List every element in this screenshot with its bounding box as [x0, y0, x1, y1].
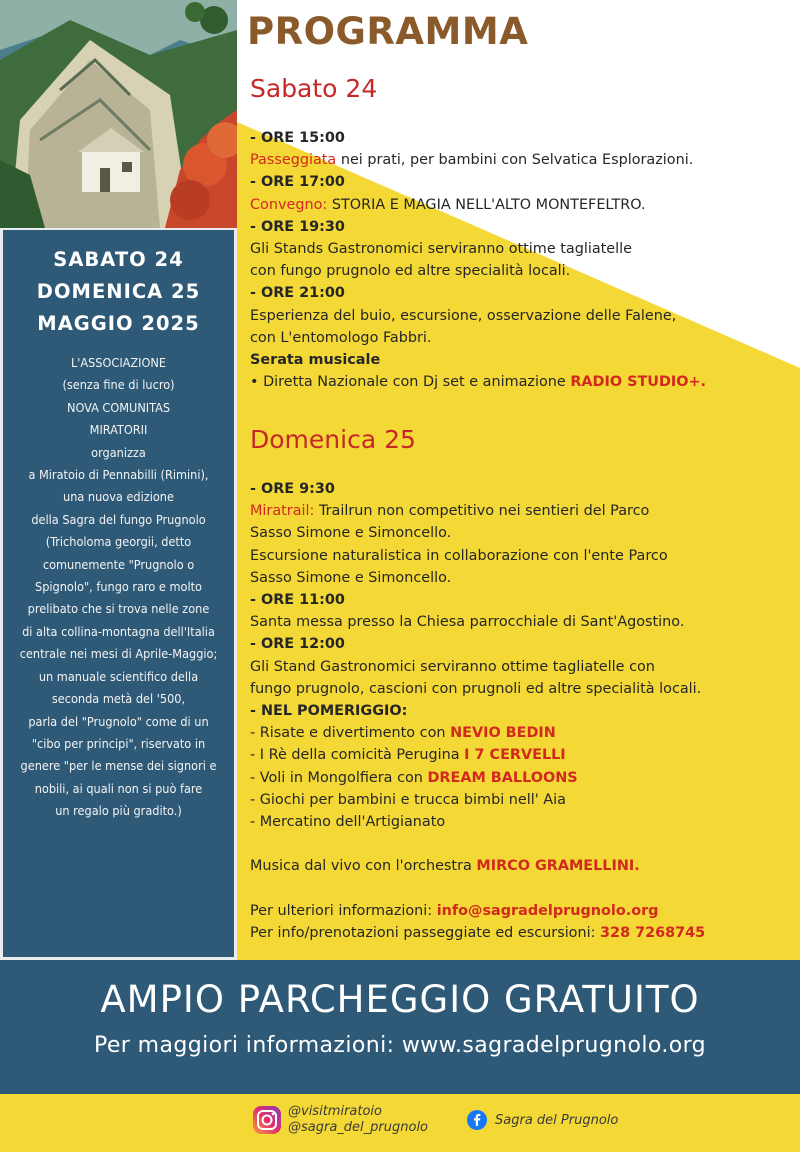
facebook-link[interactable] — [467, 1110, 618, 1130]
highlighted-text: - ORE 15:00 — [250, 130, 345, 146]
schedule-text: con L'entomologo Fabbri. — [250, 329, 432, 346]
schedule-line — [250, 789, 795, 811]
schedule-line — [250, 900, 795, 922]
assoc-line: un regalo più gradito.) — [55, 803, 182, 819]
schedule-line — [250, 327, 795, 349]
assoc-line: NOVA COMUNITAS — [66, 399, 171, 415]
schedule-line — [250, 216, 795, 238]
program-section — [247, 0, 795, 960]
schedule-line — [250, 567, 795, 589]
highlighted-text: - ORE 9:30 — [250, 481, 335, 497]
social-bar — [0, 1094, 800, 1152]
instagram-handle: @sagra_del_prugnolo — [288, 1120, 429, 1135]
assoc-line: di alta collina-montagna dell'Italia — [22, 623, 215, 639]
saturday-heading: Sabato 24 — [250, 74, 378, 103]
footer-banner — [0, 960, 800, 1094]
website-info: Per maggiori informazioni: www.sagradelprugnolo.org — [93, 1033, 706, 1058]
schedule-line — [250, 855, 795, 877]
highlighted-text: Miratrail: — [250, 503, 315, 520]
date-line: SABATO 24 — [53, 248, 184, 271]
facebook-page-name: Sagra del Prugnolo — [495, 1112, 619, 1128]
schedule-line — [250, 349, 795, 371]
assoc-line: prelibato che si trova nelle zone — [27, 601, 210, 617]
highlighted-text: RADIO STUDIO+. — [570, 374, 707, 391]
schedule-text: Santa messa presso la Chiesa parrocchiale di Sant'Agostino. — [250, 614, 685, 631]
schedule-text: fungo prugnolo, cascioni con prugnoli ed altre specialità locali. — [250, 680, 702, 697]
assoc-line: un manuale scientifico della — [38, 668, 199, 684]
schedule-line — [250, 611, 795, 633]
schedule-line — [250, 282, 795, 304]
schedule-text: • Diretta Nazionale con Dj set e animazione — [250, 374, 571, 391]
schedule-line — [250, 878, 795, 900]
highlighted-text: - NEL POMERIGGIO: — [250, 703, 408, 720]
schedule-text: Gli Stand Gastronomici serviranno ottime tagliatelle con — [250, 658, 655, 675]
schedule-line — [250, 922, 795, 944]
assoc-line: MIRATORII — [89, 422, 148, 438]
assoc-line: Spignolo", fungo raro e molto — [35, 579, 202, 595]
assoc-line: "cibo per principi", riservato in — [31, 735, 206, 751]
highlighted-text: Convegno: — [250, 196, 328, 213]
schedule-line — [250, 722, 795, 744]
assoc-line: comunemente "Prugnolo o — [42, 556, 195, 572]
date-line: MAGGIO 2025 — [37, 312, 200, 335]
instagram-handle: @visitmiratoio — [288, 1104, 382, 1119]
schedule-text: Musica dal vivo con l'orchestra — [250, 858, 477, 875]
schedule-text: Trailrun non competitivo nei sentieri del Parco — [314, 503, 650, 520]
highlighted-text: - ORE 11:00 — [250, 592, 345, 609]
assoc-line: (senza fine di lucro) — [62, 377, 175, 393]
facebook-icon — [467, 1110, 487, 1130]
highlighted-text: - ORE 12:00 — [250, 636, 345, 653]
schedule-text: - Voli in Mongolfiera con — [250, 769, 428, 786]
assoc-line: a Miratoio di Pennabilli (Rimini), — [28, 467, 209, 483]
highlighted-text: info@sagradelprugnolo.org — [436, 902, 659, 919]
event-info-panel — [0, 228, 237, 960]
highlighted-text: - ORE 17:00 — [250, 174, 345, 191]
schedule-line — [250, 260, 795, 282]
schedule-line — [250, 767, 795, 789]
schedule-line — [250, 656, 795, 678]
highlighted-text: NEVIO BEDIN — [450, 725, 556, 742]
event-dates — [3, 244, 234, 340]
schedule-text: - Giochi per bambini e trucca bimbi nell' Aia — [250, 791, 566, 808]
assoc-line: genere "per le mense dei signori e — [20, 758, 217, 774]
schedule-text: Gli Stands Gastronomici serviranno ottime tagliatelle — [250, 241, 633, 258]
schedule-line — [250, 127, 795, 149]
schedule-text: Per info/prenotazioni passeggiate ed escursioni: — [250, 925, 601, 942]
schedule-line — [250, 545, 795, 567]
sunday-heading: Domenica 25 — [250, 425, 416, 454]
schedule-text: - I Rè della comicità Perugina — [250, 747, 465, 764]
highlighted-text: MIRCO GRAMELLINI. — [476, 858, 640, 875]
assoc-line: parla del "Prugnolo" come di un — [28, 713, 209, 729]
sunday-schedule — [250, 478, 795, 944]
assoc-line: della Sagra del fungo Prugnolo — [31, 511, 206, 527]
mountain-village-illustration — [0, 0, 237, 228]
schedule-line — [250, 522, 795, 544]
highlighted-text: Serata musicale — [250, 352, 381, 369]
schedule-line — [250, 194, 795, 216]
instagram-icon — [252, 1105, 282, 1135]
schedule-line — [250, 371, 795, 393]
saturday-schedule — [250, 127, 795, 393]
schedule-text: Sasso Simone e Simoncello. — [250, 569, 452, 586]
schedule-text: con fungo prugnolo ed altre specialità locali. — [250, 263, 571, 280]
schedule-line — [250, 238, 795, 260]
date-line: DOMENICA 25 — [36, 280, 201, 303]
schedule-text: Escursione naturalistica in collaborazione con l'ente Parco — [250, 547, 668, 564]
assoc-line: seconda metà del '500, — [51, 691, 186, 707]
schedule-line — [250, 589, 795, 611]
highlighted-text: - ORE 21:00 — [250, 285, 345, 302]
highlighted-text: - ORE 19:30 — [250, 218, 345, 235]
assoc-line: organizza — [91, 444, 146, 460]
parking-notice: AMPIO PARCHEGGIO GRATUITO — [100, 978, 700, 1021]
schedule-text: nei prati, per bambini con Selvatica Esplorazioni. — [336, 152, 694, 169]
schedule-text: - Mercatino dell'Artigianato — [250, 814, 446, 831]
instagram-handles[interactable] — [252, 1104, 428, 1136]
assoc-line: una nuova edizione — [63, 489, 174, 505]
schedule-line — [250, 478, 795, 500]
schedule-text: Per ulteriori informazioni: — [250, 902, 437, 919]
highlighted-text: 328 7268745 — [600, 925, 706, 942]
program-title: PROGRAMMA — [247, 10, 529, 53]
schedule-line — [250, 500, 795, 522]
schedule-line — [250, 149, 795, 171]
assoc-line: centrale nei mesi di Aprile-Maggio; — [19, 646, 218, 662]
assoc-line: nobili, ai quali non si può fare — [34, 780, 203, 796]
schedule-line — [250, 633, 795, 655]
schedule-line — [250, 678, 795, 700]
highlighted-text: DREAM BALLOONS — [427, 769, 578, 786]
schedule-text: - Risate e divertimento con — [250, 725, 451, 742]
schedule-line — [250, 171, 795, 193]
assoc-line: L'ASSOCIAZIONE — [70, 355, 167, 370]
schedule-line — [250, 700, 795, 722]
schedule-text: Esperienza del buio, escursione, osservazione delle Falene, — [250, 307, 677, 324]
highlighted-text: Passeggiata — [250, 152, 337, 169]
association-description — [3, 352, 234, 823]
schedule-line — [250, 833, 795, 855]
highlighted-text: I 7 CERVELLI — [464, 747, 566, 764]
assoc-line: (Tricholoma georgii, detto — [45, 534, 192, 550]
schedule-line — [250, 744, 795, 766]
schedule-line — [250, 305, 795, 327]
poster-illustration — [0, 0, 237, 228]
schedule-text: Sasso Simone e Simoncello. — [250, 525, 452, 542]
schedule-text: STORIA E MAGIA NELL'ALTO MONTEFELTRO. — [327, 196, 646, 213]
schedule-line — [250, 811, 795, 833]
